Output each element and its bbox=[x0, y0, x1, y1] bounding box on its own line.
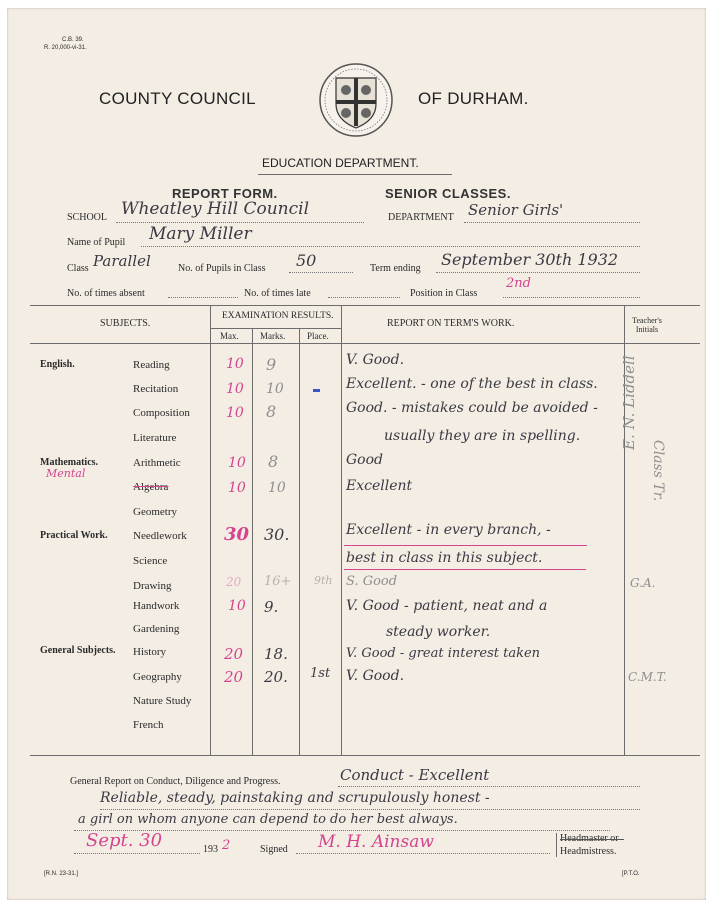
subject-handwork: Handwork bbox=[133, 600, 180, 612]
year-prefix: 193 bbox=[203, 844, 218, 855]
signed-label: Signed bbox=[260, 844, 288, 855]
marks-needlework: 30. bbox=[264, 525, 290, 544]
max-recitation: 10 bbox=[226, 381, 244, 397]
max-needlework: 30 bbox=[224, 524, 250, 545]
class-label: Class bbox=[67, 263, 89, 274]
pupil-label: Name of Pupil bbox=[67, 237, 126, 248]
place-drawing: 9th bbox=[314, 574, 333, 587]
max-algebra: 10 bbox=[228, 480, 246, 496]
form-code-line2: R. 20,000-vi-31. bbox=[44, 45, 87, 51]
max-arithmetic: 10 bbox=[228, 455, 246, 471]
signature: M. H. Ainsaw bbox=[318, 832, 434, 852]
group-practical: Practical Work. bbox=[40, 530, 108, 541]
report-gardening: steady worker. bbox=[386, 624, 491, 640]
marks-header: Marks. bbox=[260, 331, 286, 341]
report-composition: Good. - mistakes could be avoided - bbox=[346, 400, 598, 416]
pupils-in-class-label: No. of Pupils in Class bbox=[178, 263, 266, 274]
report-recitation: Excellent. - one of the best in class. bbox=[346, 376, 598, 392]
code-right: [P.T.O. bbox=[622, 871, 640, 877]
department-value: Senior Girls' bbox=[468, 201, 564, 219]
report-reading: V. Good. bbox=[346, 352, 405, 368]
teacher-initials-header: Teacher's Initials bbox=[632, 316, 662, 334]
marks-handwork: 9. bbox=[264, 598, 279, 616]
max-reading: 10 bbox=[226, 356, 244, 372]
subject-geometry: Geometry bbox=[133, 506, 177, 518]
report-science: best in class in this subject. bbox=[346, 550, 543, 566]
max-geography: 20 bbox=[224, 668, 244, 686]
initials-drawing: G.A. bbox=[630, 576, 656, 590]
subject-algebra: Algebra bbox=[133, 481, 169, 493]
marks-algebra: 10 bbox=[268, 480, 286, 496]
marks-geography: 20. bbox=[264, 668, 288, 686]
school-label: SCHOOL bbox=[67, 212, 108, 223]
subject-geography: Geography bbox=[133, 671, 182, 683]
initials-english-side: Class Tr. bbox=[650, 440, 666, 502]
general-report-line3: a girl on whom anyone can depend to do her best always. bbox=[78, 812, 458, 827]
group-mental: Mental bbox=[46, 467, 86, 480]
position-value: 2nd bbox=[506, 276, 531, 291]
place-mark-recitation bbox=[313, 389, 320, 392]
senior-classes-title: SENIOR CLASSES. bbox=[385, 186, 511, 201]
year-suffix: 2 bbox=[222, 838, 231, 853]
header-county-council: COUNTY COUNCIL bbox=[99, 89, 256, 108]
marks-recitation: 10 bbox=[266, 381, 284, 397]
marks-arithmetic: 8 bbox=[268, 452, 279, 471]
subject-arithmetic: Arithmetic bbox=[133, 457, 181, 469]
report-algebra: Excellent bbox=[346, 478, 413, 494]
place-header: Place. bbox=[307, 331, 329, 341]
max-drawing: 20 bbox=[226, 575, 242, 589]
report-drawing: S. Good bbox=[346, 574, 398, 589]
code-left: [R.N. 23-31.] bbox=[44, 871, 79, 877]
term-ending-label: Term ending bbox=[370, 263, 421, 274]
report-handwork: V. Good - patient, neat and a bbox=[346, 598, 548, 614]
subject-nature-study: Nature Study bbox=[133, 695, 192, 707]
subject-literature: Literature bbox=[133, 432, 177, 444]
max-history: 20 bbox=[224, 645, 244, 663]
max-composition: 10 bbox=[226, 405, 244, 421]
marks-drawing: 16+ bbox=[264, 574, 292, 589]
conduct-value: Conduct - Excellent bbox=[340, 766, 490, 784]
group-mathematics: Mathematics. bbox=[40, 457, 99, 468]
subject-needlework: Needlework bbox=[133, 530, 187, 542]
initials-geography: C.M.T. bbox=[628, 670, 667, 684]
max-handwork: 10 bbox=[228, 598, 246, 614]
absent-label: No. of times absent bbox=[67, 288, 145, 299]
subject-gardening: Gardening bbox=[133, 623, 180, 635]
report-form-title: REPORT FORM. bbox=[172, 186, 278, 201]
term-ending-value: September 30th 1932 bbox=[441, 250, 619, 269]
subject-french: French bbox=[133, 719, 164, 731]
late-label: No. of times late bbox=[244, 288, 311, 299]
general-report-line2: Reliable, steady, painstaking and scrupulously honest - bbox=[100, 790, 490, 806]
education-department-title: EDUCATION DEPARTMENT. bbox=[262, 156, 419, 170]
marks-reading: 9 bbox=[266, 355, 277, 374]
group-general: General Subjects. bbox=[40, 645, 116, 656]
max-header: Max. bbox=[220, 331, 239, 341]
header-of-durham: OF DURHAM. bbox=[418, 89, 529, 108]
position-label: Position in Class bbox=[410, 288, 478, 299]
report-history: V. Good - great interest taken bbox=[346, 646, 541, 661]
report-needlework: Excellent - in every branch, - bbox=[346, 522, 551, 538]
group-english: English. bbox=[40, 359, 75, 370]
department-label: DEPARTMENT bbox=[388, 212, 454, 223]
class-value: Parallel bbox=[93, 252, 151, 270]
exam-results-header: EXAMINATION RESULTS. bbox=[222, 311, 334, 321]
durham-crest-icon bbox=[318, 62, 394, 138]
pupils-in-class-value: 50 bbox=[296, 251, 317, 270]
subject-history: History bbox=[133, 646, 166, 658]
pupil-value: Mary Miller bbox=[149, 224, 252, 244]
school-value: Wheatley Hill Council bbox=[121, 199, 310, 219]
place-geography: 1st bbox=[310, 666, 331, 681]
subject-science: Science bbox=[133, 555, 168, 567]
date-value: Sept. 30 bbox=[86, 830, 163, 851]
subject-recitation: Recitation bbox=[133, 383, 179, 395]
report-arithmetic: Good bbox=[346, 452, 384, 468]
subject-composition: Composition bbox=[133, 407, 190, 419]
report-literature: usually they are in spelling. bbox=[384, 428, 581, 444]
marks-composition: 8 bbox=[266, 402, 277, 421]
headmistress-label: Headmistress. bbox=[560, 846, 617, 857]
form-code-line1: C.B. 39. bbox=[62, 37, 84, 43]
subject-drawing: Drawing bbox=[133, 580, 172, 592]
general-report-label: General Report on Conduct, Diligence and Progress. bbox=[70, 776, 281, 787]
subject-reading: Reading bbox=[133, 359, 170, 371]
initials-english: E. N. Liddell bbox=[620, 355, 638, 450]
marks-history: 18. bbox=[264, 645, 288, 663]
subjects-header: SUBJECTS. bbox=[100, 318, 151, 329]
report-header: REPORT ON TERM'S WORK. bbox=[387, 318, 515, 329]
report-geography: V. Good. bbox=[346, 668, 405, 684]
